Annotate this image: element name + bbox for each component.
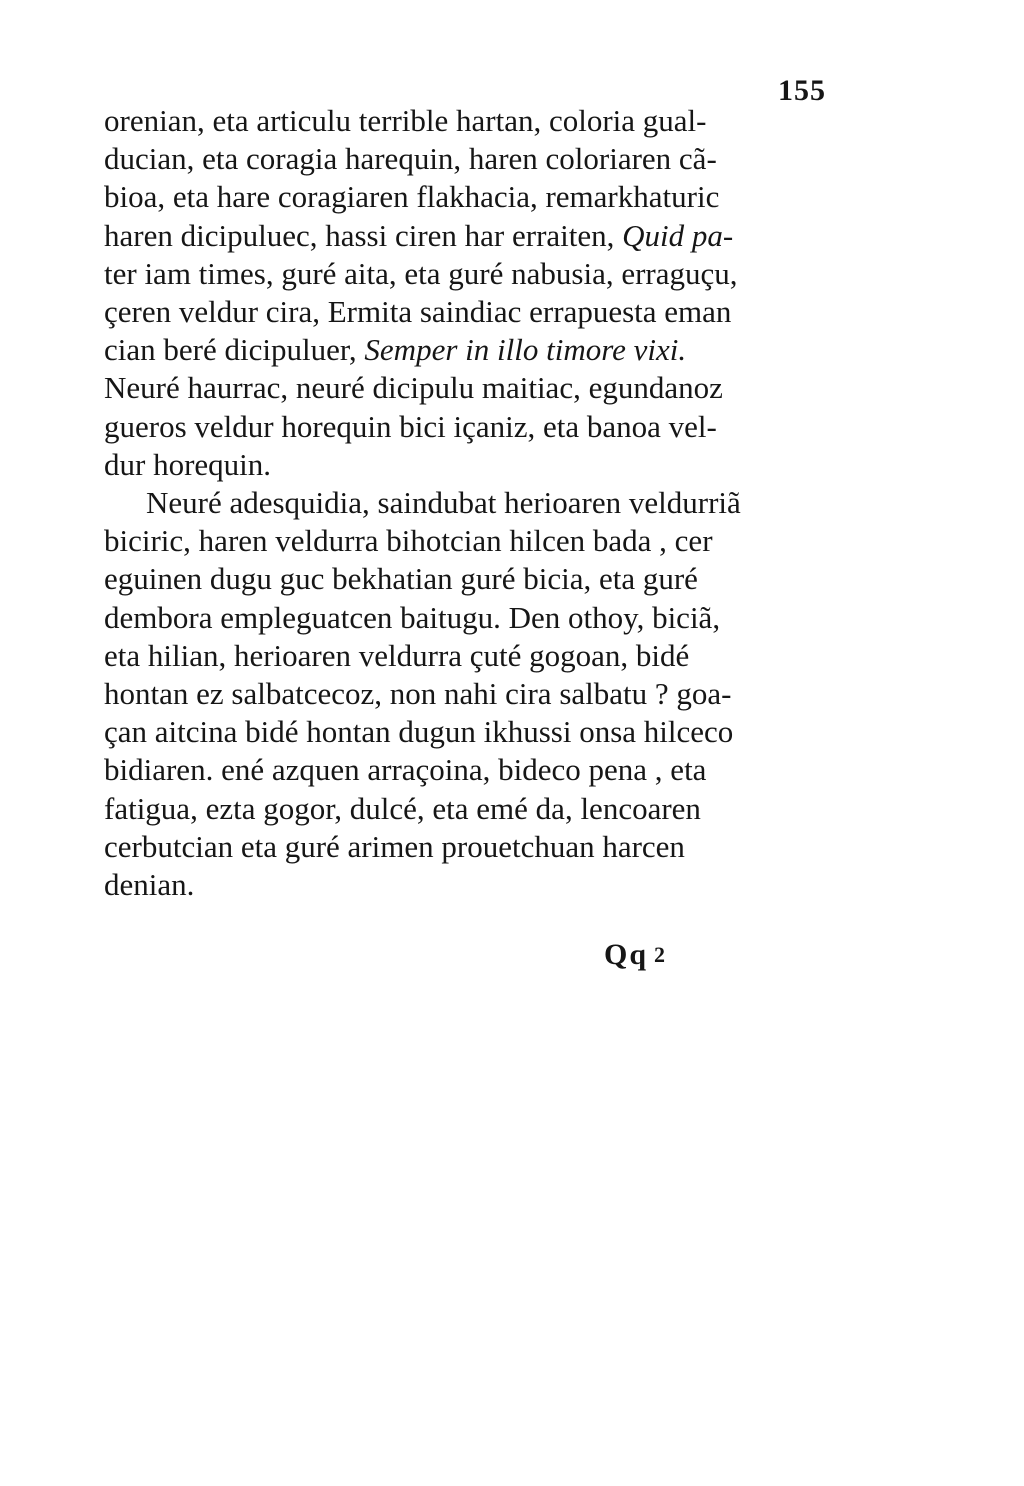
paragraph-1 <box>104 102 864 484</box>
latin-quote-start: Quid pa- <box>622 217 734 253</box>
text-line-body: ter iam times, guré aita, eta guré nabusia, erraguçu, <box>104 255 738 291</box>
signature-number: 2 <box>654 942 666 967</box>
text-line: ducian, eta coragia harequin, haren coloriaren cã- <box>104 141 717 177</box>
text-line-start: haren dicipuluec, hassi ciren har erraiten, <box>104 217 623 253</box>
text-line: bioa, eta hare coragiaren flakhacia, remarkhaturic <box>104 179 720 215</box>
text-line <box>104 331 864 369</box>
text-line: fatigua, ezta gogor, dulcé, eta emé da, lencoaren <box>104 790 701 826</box>
text-line: biciric, haren veldurra bihotcian hilcen bada , cer <box>104 523 713 559</box>
text-line: çan aitcina bidé hontan dugun ikhussi onsa hilceco <box>104 714 734 750</box>
text-line: Neuré adesquidia, saindubat herioaren veldurriã <box>146 485 741 521</box>
text-line: dembora empleguatcen baitugu. Den othoy, biciã, <box>104 599 721 635</box>
text-line <box>104 255 864 293</box>
text-line: eguinen dugu guc bekhatian guré bicia, eta guré <box>104 561 698 597</box>
text-line: dur horequin. <box>104 446 272 482</box>
text-line-start: cian beré dicipuluer, <box>104 332 365 368</box>
text-line: çeren veldur cira, Ermita saindiac errapuesta eman <box>104 294 732 330</box>
text-line: cerbutcian eta guré arimen prouetchuan harcen <box>104 828 685 864</box>
latin-quote: Semper in illo timore vixi. <box>364 332 687 368</box>
paragraph-2 <box>104 484 864 904</box>
text-line: bidiaren. ené azquen arraçoina, bideco pena , eta <box>104 752 707 788</box>
text-line: gueros veldur horequin bici içaniz, eta banoa vel- <box>104 408 717 444</box>
text-line: eta hilian, herioaren veldurra çuté gogoan, bidé <box>104 637 690 673</box>
signature-letters: Qq <box>604 938 649 971</box>
text-line: Neuré haurrac, neuré dicipulu maitiac, egundanoz <box>104 370 723 406</box>
body-text <box>104 102 864 904</box>
text-line: denian. <box>104 867 195 903</box>
text-line: orenian, eta articulu terrible hartan, coloria gual- <box>104 103 707 138</box>
text-line <box>104 217 864 255</box>
page-number: 155 <box>778 74 826 107</box>
text-line: hontan ez salbatcecoz, non nahi cira salbatu ? goa- <box>104 676 732 712</box>
signature-mark <box>604 938 665 972</box>
